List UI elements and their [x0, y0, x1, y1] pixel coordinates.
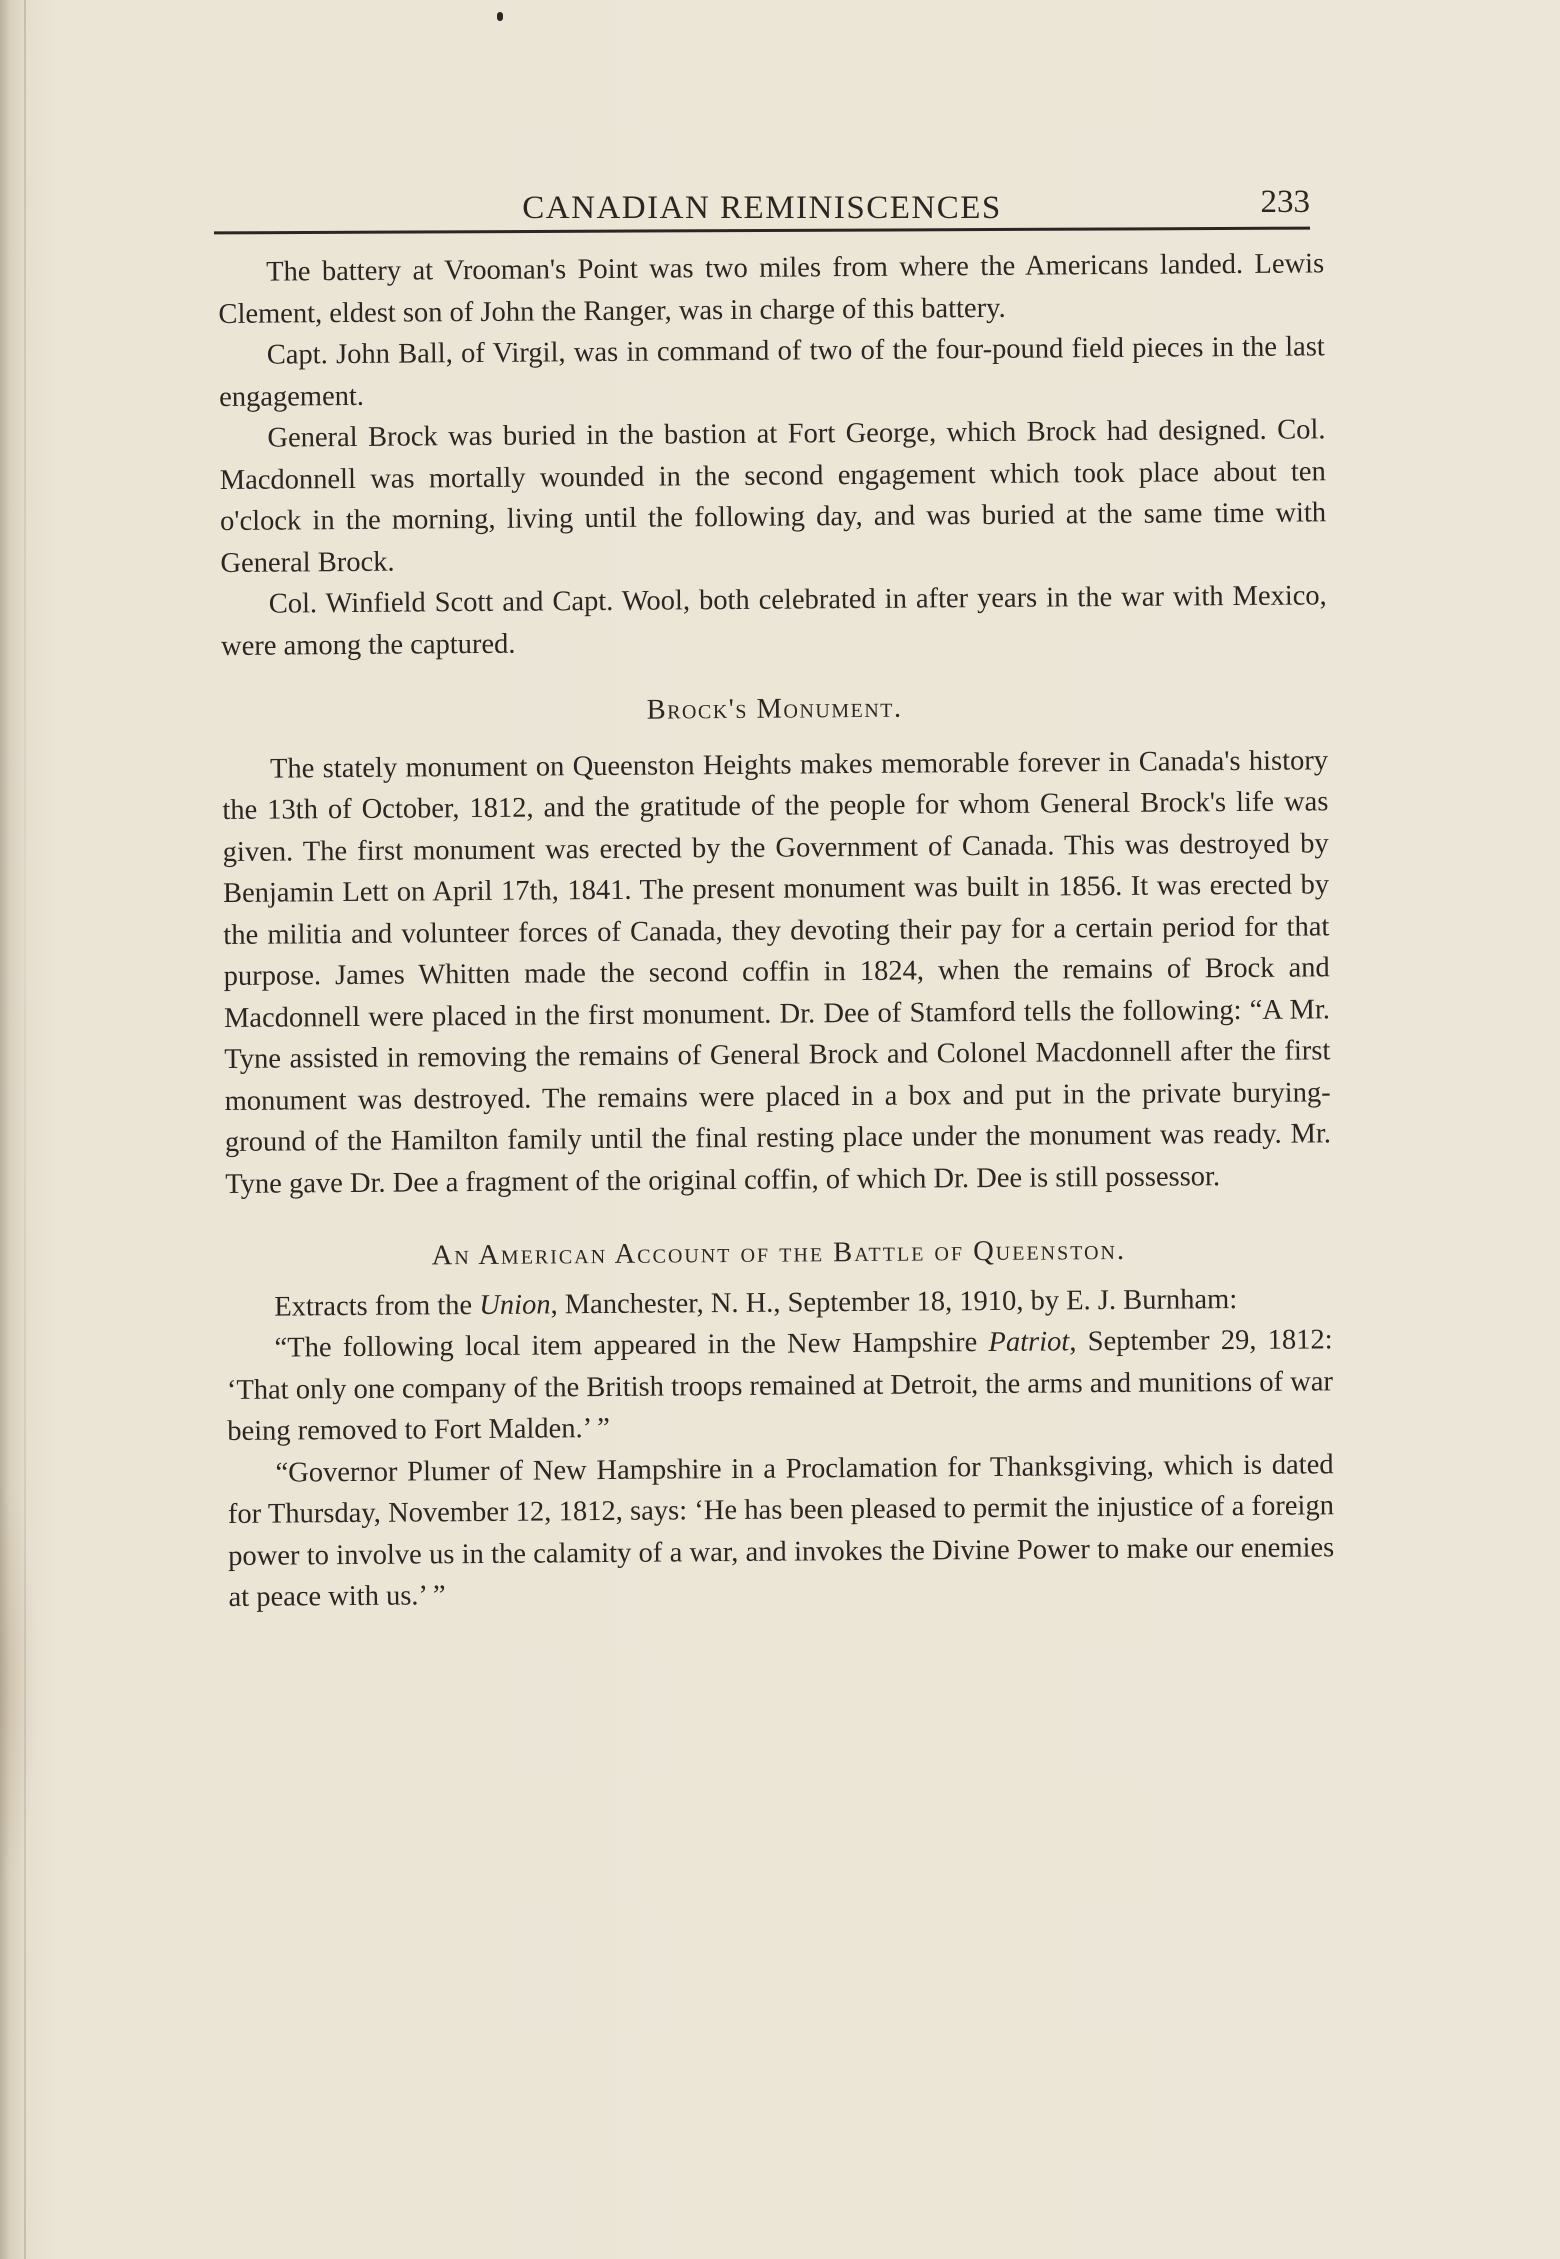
body-text — [218, 243, 1335, 1618]
ink-speck — [497, 12, 503, 21]
patriot-text-b: , September 29, 1812: ‘That only one company of the British troops remained at Detroit, the arms and munitions of war being removed to Fort Malden.’ ” — [226, 1324, 1334, 1447]
patriot-text-a: “The following local item appeared in the New Hampshire — [274, 1326, 989, 1364]
page-stain — [0, 1470, 40, 1890]
page-number: 233 — [1260, 184, 1310, 220]
gutter-shadow — [24, 0, 26, 2259]
extracts-text-b: , Manchester, N. H., September 18, 1910, by E. J. Burnham: — [550, 1283, 1238, 1320]
section-heading-brocks-monument: Brock's Monument. — [646, 692, 903, 726]
paragraph-captured: Col. Winfield Scott and Capt. Wool, both celebrated in after years in the war with Mexico, were among the captured. — [220, 580, 1327, 662]
paragraph-battery: The battery at Vrooman's Point was two miles from where the Americans landed. Lewis Clement, eldest son of John the Ranger, was in charge of this battery. — [218, 248, 1325, 330]
paragraph-plumer-quote: “Governor Plumer of New Hampshire in a Proclamation for Thanksgiving, which is dated for Thursday, November 12, 1812, says: ‘He has been pleased to permit the injustice of a foreign power to involve us in the calamity of a war, and invokes the Divine Power to make our enemies at peace with us.’ ” — [227, 1448, 1335, 1613]
newspaper-name-union: Union — [479, 1288, 551, 1321]
extracts-text-a: Extracts from the — [274, 1289, 480, 1323]
newspaper-name-patriot: Patriot — [988, 1326, 1070, 1358]
paragraph-patriot-quote — [226, 1319, 1333, 1452]
paragraph-brock-burial: General Brock was buried in the bastion at Fort George, which Brock had designed. Col. Macdonnell was mortally wounded in the second engagement which took place about ten o'clock in the morning, living until the following day, and was buried at the same time with General Brock. — [219, 414, 1327, 579]
paragraph-monument: The stately monument on Queenston Heights makes memorable forever in Canada's history the 13th of October, 1812, and the gratitude of the people for whom General Brock's life was given. The first monument was erected by the Government of Canada. This was destroyed by Benjamin Lett on April 17th, 1841. The present monument was built in 1856. It was erected by the militia and volunteer forces of Canada, they devoting their pay for a certain period for that purpose. James Whitten made the second coffin in 1824, when the remains of Brock and Macdonnell were placed in the first monument. Dr. Dee of Stamford tells the following: “A Mr. Tyne assisted in removing the remains of General Brock and Colonel Macdonnell after the first monument was destroyed. The remains were placed in a box and put in the private burying-ground of the Hamilton family until the final resting place under the monument was ready. Mr. Tyne gave Dr. Dee a fragment of the original coffin, of which Dr. Dee is still possessor. — [222, 744, 1332, 1200]
paragraph-john-ball: Capt. John Ball, of Virgil, was in command of two of the four-pound field pieces in the last engagement. — [219, 331, 1325, 413]
section-heading-american-account: An American Account of the Battle of Queenston. — [431, 1234, 1127, 1272]
running-title: CANADIAN REMINISCENCES — [522, 190, 1002, 226]
